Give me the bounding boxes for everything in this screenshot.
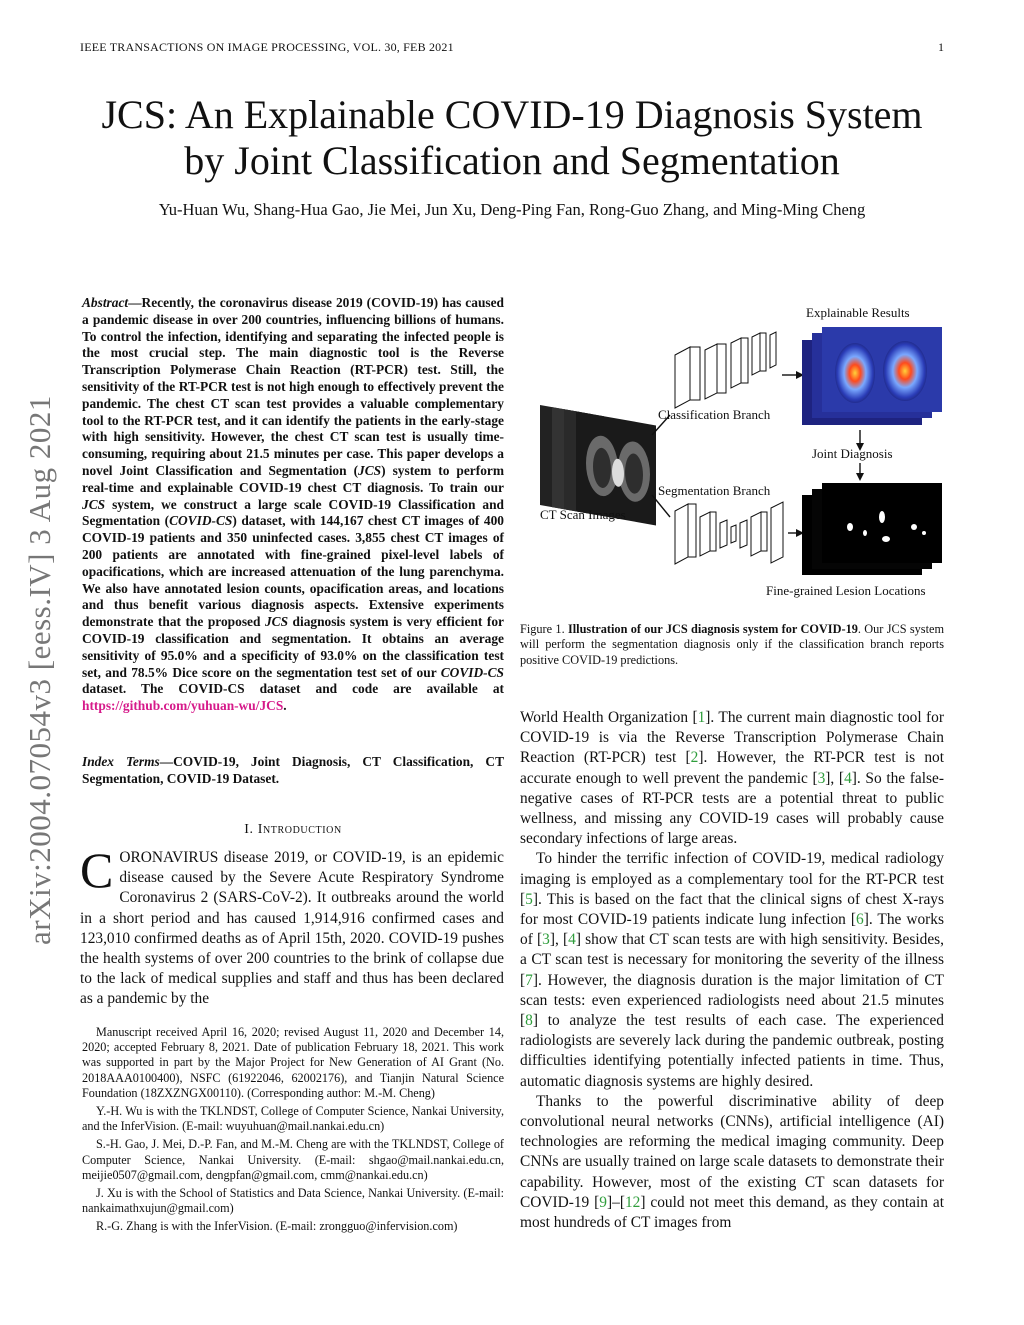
label-joint-diagnosis: Joint Diagnosis: [812, 446, 893, 461]
citation-link[interactable]: 2: [690, 749, 699, 767]
abstract-text: .: [283, 698, 287, 714]
section-heading: [82, 822, 504, 838]
label-segmentation-branch: Segmentation Branch: [658, 483, 771, 498]
drop-cap: C: [80, 842, 114, 898]
footnote: J. Xu is with the School of Statistics and Data Science, Nankai University. (E-mail: nankaimathxujun@gmail.com): [82, 1186, 504, 1216]
section-title: Introduction: [257, 822, 342, 837]
citation-link[interactable]: 5: [525, 890, 533, 908]
caption-bold: Illustration of our JCS diagnosis system for COVID-19: [567, 622, 858, 636]
section-numeral: I.: [244, 822, 258, 837]
figure-caption: [520, 622, 944, 668]
label-classification-branch: Classification Branch: [658, 407, 771, 422]
abstract-em: COVID-CS: [169, 513, 233, 529]
abstract-em: JCS: [264, 614, 289, 630]
page-number: 1: [938, 40, 944, 54]
footnotes: [82, 1025, 504, 1238]
authors: Yu-Huan Wu, Shang-Hua Gao, Jie Mei, Jun Xu, Deng-Ping Fan, Rong-Guo Zhang, and Ming-Ming Cheng: [158, 200, 866, 219]
label-ct-scan: CT Scan Images: [540, 507, 626, 522]
abstract-text: ) system to perform real-time and explainable COVID-19 chest CT diagnosis. To train our: [82, 462, 504, 495]
label-explainable-results: Explainable Results: [806, 305, 910, 320]
caption-text: . Our JCS system will perform the segmentation diagnosis only if the classification branch reports positive COVID-19 predictions.: [520, 622, 945, 667]
index-terms: [82, 754, 504, 788]
citation-link[interactable]: 3: [542, 931, 550, 949]
abstract-em: JCS: [82, 496, 106, 512]
figure-1: [520, 295, 950, 615]
intro-text: ORONAVIRUS disease 2019, or COVID-19, is an epidemic disease caused by the Severe Acute Respiratory Syndrome Coronavirus 2 (SARS-CoV-2). It outbreaks around the world in a short period and has caused 1,914,916 confirmed cases and 123,010 confirmed deaths as of April 15th, 2020. COVID-19 pushes the health systems of over 200 countries to the brink of collapse due to the lack of medical supplies and staff and thus has been declared as a pandemic by the: [80, 849, 504, 1008]
index-terms-text: —COVID-19, Joint Diagnosis, CT Classification, CT Segmentation, COVID-19 Dataset.: [82, 754, 504, 786]
abstract-text: diagnosis system is very efficient for COVID-19 classification and segmentation. It obtains an average sensitivity of 95.0% and a specificity of 93.0% on the classification test set, and 78.5% Dice score on the segmentation test set of our: [82, 614, 504, 680]
abstract-text: —Recently, the coronavirus disease 2019 (COVID-19) has caused a pandemic disease in over 200 countries, influencing billions of humans. To control the infection, identifying and separating the infected people is the most crucial step. The main diagnostic tool is the Reverse Transcription Polymerase Chain Reaction (RT-PCR) test. Still, the sensitivity of the RT-PCR test is not high enough to effectively prevent the pandemic. The chest CT scan test provides a valuable complementary tool to the RT-PCR test, and it can identify the patients in the early-stage with high sensitivity. However, the chest CT scan test is usually time-consuming, requiring about 21.5 minutes per case. This paper develops a novel Joint Classification and Segmentation (: [82, 295, 504, 478]
footnote: Manuscript received April 16, 2020; revised August 11, 2020 and December 14, 2020; accepted February 8, 2021. Date of publication February 18, 2021. This work was supported in part by the Major Project for New Generation of AI Grant (No. 2018AAA0100400), NSFC (61922046, 62002176), and Tianjin Natural Science Foundation (18ZXZNGX00110). (Corresponding author: M.-M. Cheng): [82, 1025, 504, 1100]
footnote: S.-H. Gao, J. Mei, D.-P. Fan, and M.-M. Cheng are with the TKLNDST, College of Computer Science, Nankai University. (E-mail: shgao@mail.nankai.edu.cn, meijie0507@gmail.com, dengpfan@gmail.com, cmm@nankai.edu.cn): [82, 1137, 504, 1182]
index-terms-lead: Index Terms: [82, 754, 160, 769]
citation-link[interactable]: 9: [599, 1193, 607, 1211]
label-lesion-locations: Fine-grained Lesion Locations: [766, 583, 926, 598]
title-line-1: JCS: An Explainable COVID-19 Diagnosis System: [101, 92, 923, 137]
footnote: R.-G. Zhang is with the InferVision. (E-mail: zrongguo@infervision.com): [96, 1219, 458, 1234]
classification-network: [675, 332, 776, 408]
abstract-em: JCS: [358, 462, 382, 478]
abstract: [82, 295, 504, 715]
heatmap-stack: [802, 327, 942, 425]
citation-link[interactable]: 6: [856, 911, 864, 929]
journal-header: IEEE TRANSACTIONS ON IMAGE PROCESSING, VOL. 30, FEB 2021: [80, 40, 454, 54]
caption-prefix: Figure 1.: [520, 622, 568, 636]
arxiv-stamp: [10, 350, 70, 990]
title-line-2: by Joint Classification and Segmentation: [184, 138, 840, 183]
citation-link[interactable]: 7: [525, 971, 533, 989]
arxiv-stamp-text: arXiv:2004.07054v3 [eess.IV] 3 Aug 2021: [22, 395, 57, 945]
jcs-diagram: [520, 295, 950, 615]
github-link[interactable]: https://github.com/yuhuan-wu/JCS: [82, 698, 284, 714]
footnote: Y.-H. Wu is with the TKLNDST, College of Computer Science, Nankai University, and the InferVision. (E-mail: wuyuhuan@mail.nankai.edu.cn): [82, 1104, 504, 1134]
paragraph: World Health Organization [1]. The current main diagnostic tool for COVID-19 is via the Reverse Transcription Polymerase Chain Reaction (RT-PCR) test [2]. However, the RT-PCR test is not accurate enough to well prevent the pandemic [3], [4]. So the false-negative cases of RT-PCR tests are a potential threat to public wellness, and missing any COVID-19 cases will probably cause secondary infections of large areas.: [520, 709, 944, 848]
segmentation-network: [675, 502, 783, 564]
citation-link[interactable]: 8: [525, 1012, 533, 1030]
intro-paragraph: [80, 842, 504, 1010]
lesion-mask-stack: [802, 483, 942, 575]
abstract-text: system, we construct a large scale COVID-19 Classification and Segmentation (: [82, 496, 504, 529]
right-column-text: [520, 708, 944, 1233]
citation-link[interactable]: 4: [844, 769, 852, 787]
citation-link[interactable]: 3: [817, 769, 826, 787]
paper-title: [40, 92, 984, 184]
citation-link[interactable]: 1: [697, 709, 706, 726]
abstract-em: COVID-CS: [440, 664, 504, 680]
citation-link[interactable]: 4: [568, 931, 576, 949]
citation-link[interactable]: 12: [624, 1193, 641, 1211]
paragraph: Thanks to the powerful discriminative ability of deep convolutional neural networks (CNNs), artificial intelligence (AI) technologies are reforming the medical imaging community. Deep CNNs are usually trained on large scale datasets to demonstrate their capability. However, most of the existing CT scan datasets for COVID-19 [9]–[12] could not meet this demand, as they contain at most hundreds of CT images from: [520, 1092, 944, 1232]
abstract-text: dataset. The COVID-CS dataset and code are available at: [82, 681, 504, 697]
abstract-text: ) dataset, with 144,167 chest CT images of 400 COVID-19 patients and 350 uninfected cases. 3,855 chest CT images of 200 patients are annotated with fine-grained pixel-level labels of opacifications, which are increased attenuation of the lung parenchyma. We also have annotated lesion counts, opacification areas, and locations and thus benefit various diagnosis aspects. Extensive experiments demonstrate that the proposed: [82, 513, 504, 630]
abstract-lead: Abstract: [82, 295, 129, 310]
paragraph: To hinder the terrific infection of COVID-19, medical radiology imaging is employed as a complementary tool for the RT-PCR test [5]. This is based on the fact that the clinical signs of chest X-rays for most COVID-19 patients indicate lung infection [6]. The works of [3], [4] show that CT scan tests are with high sensitivity. Besides, a CT scan test is necessary for monitoring the severity of the illness [7]. However, the diagnosis duration is the major limitation of CT scan tests: even experienced radiologists need about 21.5 minutes [8] to analyze the test results of each case. The experienced radiologists are severely lack during the pandemic outbreak, posting difficulties identifying potentially infected patients in time. Thus, automatic diagnosis systems are highly desired.: [520, 850, 944, 1090]
